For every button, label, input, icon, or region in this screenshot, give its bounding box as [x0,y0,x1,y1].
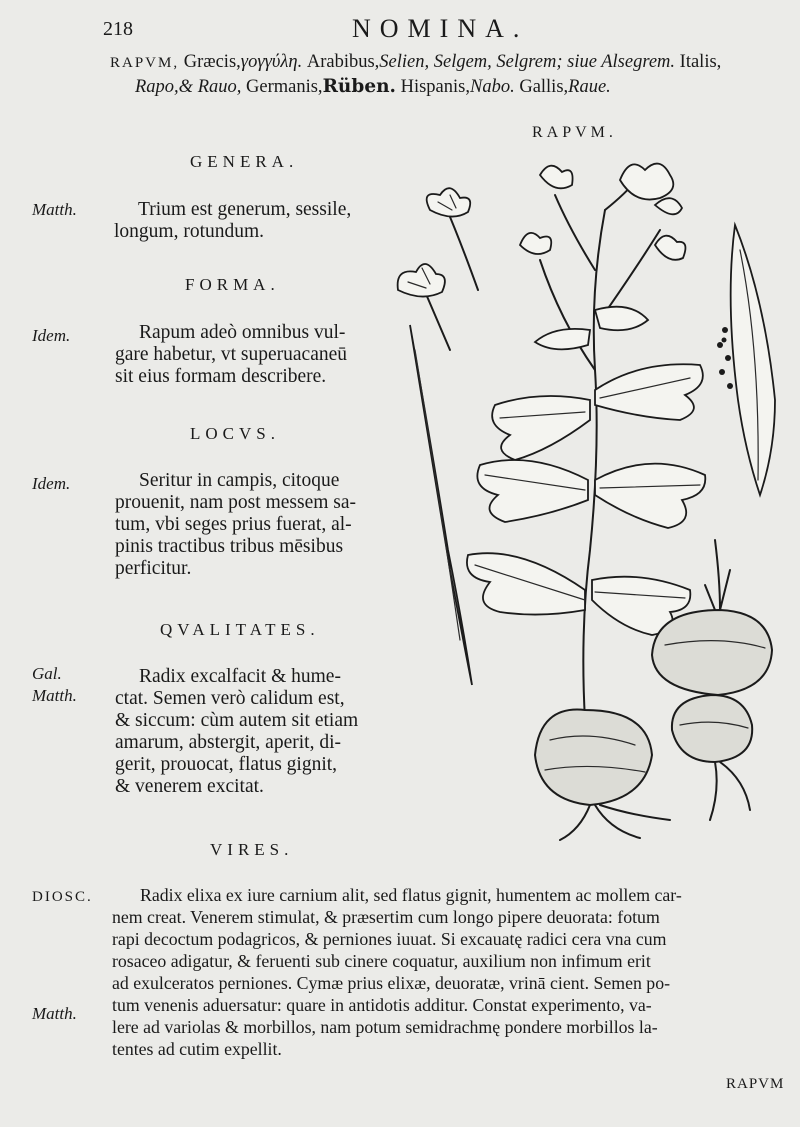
text-line: gare habetur, vt superuacaneū [115,344,348,365]
text-line: Trium est generum, sessile, [138,199,352,220]
vires-line: nem creat. Venerem stimulat, & præsertim cum longo pipere deuorata: fotum [112,907,660,927]
heading-locus: LOCVS. [190,424,280,443]
heading-vires: VIRES. [210,840,294,859]
main-stem [540,175,660,720]
catchword: RAPVM [726,1076,785,1092]
vires-line: rapi decoctum podagricos, & perniones iuuat. Si excauatę radici cera vna cum [112,929,667,949]
text-line: amarum, abstergit, aperit, di- [115,732,341,753]
synonym-hispanis-label: Hispanis, [400,77,470,97]
turnip-roots-right [652,540,772,820]
text-line: pinis tractibus tribus mēsibus [115,536,344,557]
text-line: prouenit, nam post messem sa- [115,492,356,513]
synonym-arabic: Selien, Selgem, Selgrem; siue Alsegrem. [379,52,676,72]
synonym-rapum: RAPVM, [110,55,180,71]
synonym-germanis-label: Germanis, [246,77,323,97]
synonym-italis-label: Italis, [679,52,722,72]
vires-line: lere ad variolas & morbillos, nam potum semidrachmę pondere morbillos la- [112,1017,658,1037]
synonym-graecis-label: Græcis, [183,52,241,72]
text-line: ctat. Semen verò calidum est, [115,688,345,709]
turnip-woodcut-illustration [390,150,800,850]
synonym-arabibus-label: Arabibus, [306,52,380,72]
synonym-italian: Rapo,& Rauo, [135,77,242,97]
seed-pod-left [410,325,472,685]
figure-caption: RAPVM. [532,124,617,141]
text-line: longum, rotundum. [114,221,265,242]
vires-line: tentes ad cutim expellit. [112,1039,282,1059]
vires-line: Radix elixa ex iure carnium alit, sed flatus gignit, humentem ac mollem car- [140,885,682,905]
text-line: gerit, prouocat, flatus gignit, [115,754,338,775]
margin-note-diosc: DIOSC. [32,889,93,905]
genera-text [114,199,413,243]
text-line: Seritur in campis, citoque [139,470,340,491]
vires-line: rosaceo adigatur, & feruenti sub cinere coquatur, auxilium non infimum erit [112,951,651,971]
vires-line: tum venenis aduersatur: quare in antidotis additur. Constat experimento, va- [112,995,652,1015]
synonym-german: Rüben. [322,76,396,97]
synonym-gallis-label: Gallis, [519,77,569,97]
margin-note-gal: Gal. [32,664,62,683]
qualitates-text [115,666,390,798]
heading-genera: GENERA. [190,152,299,171]
text-line: & venerem excitat. [115,776,264,797]
text-line: perficitur. [115,558,192,579]
synonyms-line-1 [110,52,721,73]
text-line: & siccum: cùm autem sit etiam [115,710,359,731]
synonyms-line-2 [135,76,611,98]
margin-note-matth: Matth. [32,686,77,705]
flower-sprig-lower [398,264,450,350]
page-number: 218 [103,18,133,40]
margin-note-matth-vires: Matth. [32,1004,77,1023]
locus-text [115,470,390,580]
text-line: tum, vbi seges prius fuerat, al- [115,514,352,535]
margin-note-forma: Idem. [32,326,71,345]
turnip-root-main [535,710,670,840]
seed-pod-right [717,225,775,495]
heading-forma: FORMA. [185,275,280,294]
text-line: sit eius formam describere. [115,366,327,387]
margin-note-genera: Matth. [32,200,77,219]
forma-text [115,322,390,388]
vires-line: ad exulceratos perniones. Cymæ prius elixæ, deuoratæ, vrinā cient. Semen po- [112,973,670,993]
margin-note-locus: Idem. [32,474,71,493]
text-line: Radix excalfacit & hume- [139,666,341,687]
running-title: NOMINA. [352,14,529,43]
text-line: Rapum adeò omnibus vul- [139,322,346,343]
flower-heads [520,164,685,260]
synonym-french: Raue. [568,77,611,97]
synonym-spanish: Nabo. [469,77,515,97]
heading-qualitates: QVALITATES. [160,620,320,639]
synonym-greek: γογγύλη. [240,52,303,72]
